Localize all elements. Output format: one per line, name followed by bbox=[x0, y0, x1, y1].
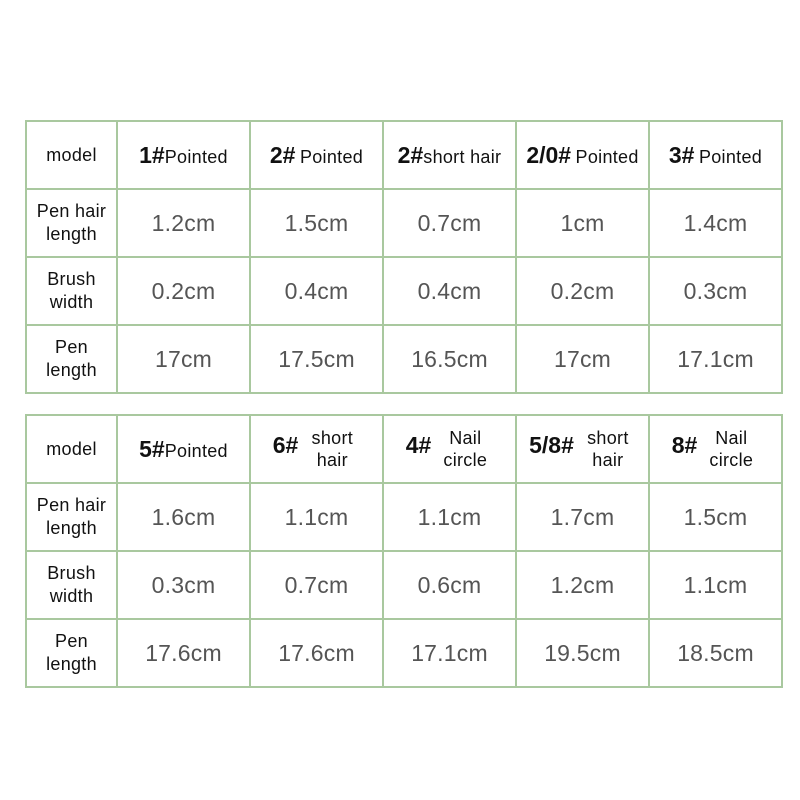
pen-length-row bbox=[26, 325, 782, 393]
model-type: Pointed bbox=[299, 146, 364, 167]
row-label-cell bbox=[26, 189, 117, 257]
value-cell bbox=[250, 483, 383, 551]
model-number: 5# bbox=[139, 435, 165, 462]
value-cell bbox=[383, 257, 516, 325]
value-cell bbox=[516, 325, 649, 393]
model-type: short hair bbox=[587, 428, 629, 470]
cell-value: 0.2cm bbox=[550, 277, 615, 304]
value-cell bbox=[649, 619, 782, 687]
cell-value: 17.1cm bbox=[411, 639, 488, 666]
row-label: model bbox=[46, 438, 97, 459]
cell-value: 17.1cm bbox=[677, 345, 754, 372]
cell-value: 0.7cm bbox=[284, 571, 349, 598]
model-cell bbox=[649, 415, 782, 483]
row-label: Brush width bbox=[47, 269, 96, 312]
cell-value: 1.5cm bbox=[284, 209, 349, 236]
value-cell bbox=[516, 619, 649, 687]
model-cell bbox=[250, 415, 383, 483]
brush-width-row bbox=[26, 257, 782, 325]
value-cell bbox=[383, 325, 516, 393]
cell-value: 1.1cm bbox=[417, 503, 482, 530]
brush-width-row bbox=[26, 551, 782, 619]
value-cell bbox=[250, 325, 383, 393]
cell-value: 0.4cm bbox=[284, 277, 349, 304]
spec-table-1 bbox=[25, 120, 783, 394]
model-cell bbox=[117, 415, 250, 483]
model-number: 2# bbox=[397, 141, 424, 168]
cell-value: 0.4cm bbox=[417, 277, 482, 304]
model-type: Pointed bbox=[164, 440, 228, 461]
model-type: short hair bbox=[311, 428, 354, 470]
value-cell bbox=[117, 483, 250, 551]
value-cell bbox=[516, 189, 649, 257]
cell-value: 1.5cm bbox=[683, 503, 748, 530]
model-type: Pointed bbox=[164, 146, 228, 167]
value-cell bbox=[383, 483, 516, 551]
model-cell bbox=[383, 121, 516, 189]
row-label-cell bbox=[26, 415, 117, 483]
value-cell bbox=[250, 619, 383, 687]
model-number: 3# bbox=[668, 141, 695, 168]
cell-value: 1.6cm bbox=[151, 503, 216, 530]
model-cell bbox=[516, 121, 649, 189]
model-cell bbox=[250, 121, 383, 189]
value-cell bbox=[649, 325, 782, 393]
value-cell bbox=[250, 257, 383, 325]
row-label: Brush width bbox=[47, 563, 96, 606]
model-number: 4# bbox=[405, 432, 432, 459]
value-cell bbox=[383, 619, 516, 687]
cell-value: 1.2cm bbox=[550, 571, 615, 598]
value-cell bbox=[117, 325, 250, 393]
cell-value: 17cm bbox=[553, 345, 612, 372]
cell-value: 0.3cm bbox=[683, 277, 748, 304]
cell-value: 17cm bbox=[154, 345, 213, 372]
value-cell bbox=[516, 257, 649, 325]
row-label: Pen length bbox=[46, 337, 97, 380]
model-type: short hair bbox=[423, 146, 502, 167]
cell-value: 0.2cm bbox=[151, 277, 216, 304]
value-cell bbox=[383, 551, 516, 619]
pen-hair-length-row bbox=[26, 189, 782, 257]
cell-value: 17.6cm bbox=[278, 639, 355, 666]
row-label: Pen length bbox=[46, 631, 97, 674]
row-label-cell bbox=[26, 121, 117, 189]
cell-value: 0.6cm bbox=[417, 571, 482, 598]
model-row bbox=[26, 121, 782, 189]
cell-value: 17.6cm bbox=[145, 639, 222, 666]
model-cell bbox=[383, 415, 516, 483]
model-number: 6# bbox=[272, 432, 299, 459]
value-cell bbox=[117, 551, 250, 619]
model-row bbox=[26, 415, 782, 483]
value-cell bbox=[649, 551, 782, 619]
spec-table-2 bbox=[25, 414, 783, 688]
value-cell bbox=[649, 257, 782, 325]
cell-value: 0.7cm bbox=[417, 209, 482, 236]
value-cell bbox=[649, 189, 782, 257]
model-number: 1# bbox=[139, 141, 165, 168]
model-type: Pointed bbox=[575, 146, 639, 167]
row-label: Pen hair length bbox=[36, 201, 107, 244]
row-label-cell bbox=[26, 257, 117, 325]
model-type: Nail circle bbox=[443, 428, 488, 470]
row-label: Pen hair length bbox=[36, 495, 107, 538]
cell-value: 17.5cm bbox=[278, 345, 355, 372]
model-number: 8# bbox=[671, 432, 698, 459]
model-cell bbox=[516, 415, 649, 483]
value-cell bbox=[649, 483, 782, 551]
pen-length-row bbox=[26, 619, 782, 687]
value-cell bbox=[117, 257, 250, 325]
value-cell bbox=[383, 189, 516, 257]
model-cell bbox=[117, 121, 250, 189]
row-label-cell bbox=[26, 325, 117, 393]
cell-value: 16.5cm bbox=[411, 345, 488, 372]
cell-value: 1cm bbox=[560, 209, 605, 236]
row-label-cell bbox=[26, 551, 117, 619]
row-label-cell bbox=[26, 619, 117, 687]
value-cell bbox=[250, 189, 383, 257]
model-number: 5/8# bbox=[529, 432, 574, 459]
pen-hair-length-row bbox=[26, 483, 782, 551]
value-cell bbox=[250, 551, 383, 619]
model-type: Nail circle bbox=[709, 428, 754, 470]
cell-value: 1.4cm bbox=[683, 209, 748, 236]
value-cell bbox=[117, 619, 250, 687]
cell-value: 1.1cm bbox=[284, 503, 349, 530]
cell-value: 1.1cm bbox=[683, 571, 748, 598]
model-number: 2# bbox=[269, 141, 296, 168]
value-cell bbox=[516, 483, 649, 551]
row-label: model bbox=[46, 144, 97, 165]
cell-value: 19.5cm bbox=[544, 639, 621, 666]
cell-value: 1.2cm bbox=[151, 209, 216, 236]
cell-value: 18.5cm bbox=[677, 639, 754, 666]
value-cell bbox=[516, 551, 649, 619]
cell-value: 0.3cm bbox=[151, 571, 216, 598]
model-number: 2/0# bbox=[526, 141, 572, 168]
model-cell bbox=[649, 121, 782, 189]
row-label-cell bbox=[26, 483, 117, 551]
value-cell bbox=[117, 189, 250, 257]
model-type: Pointed bbox=[698, 146, 763, 167]
cell-value: 1.7cm bbox=[550, 503, 615, 530]
